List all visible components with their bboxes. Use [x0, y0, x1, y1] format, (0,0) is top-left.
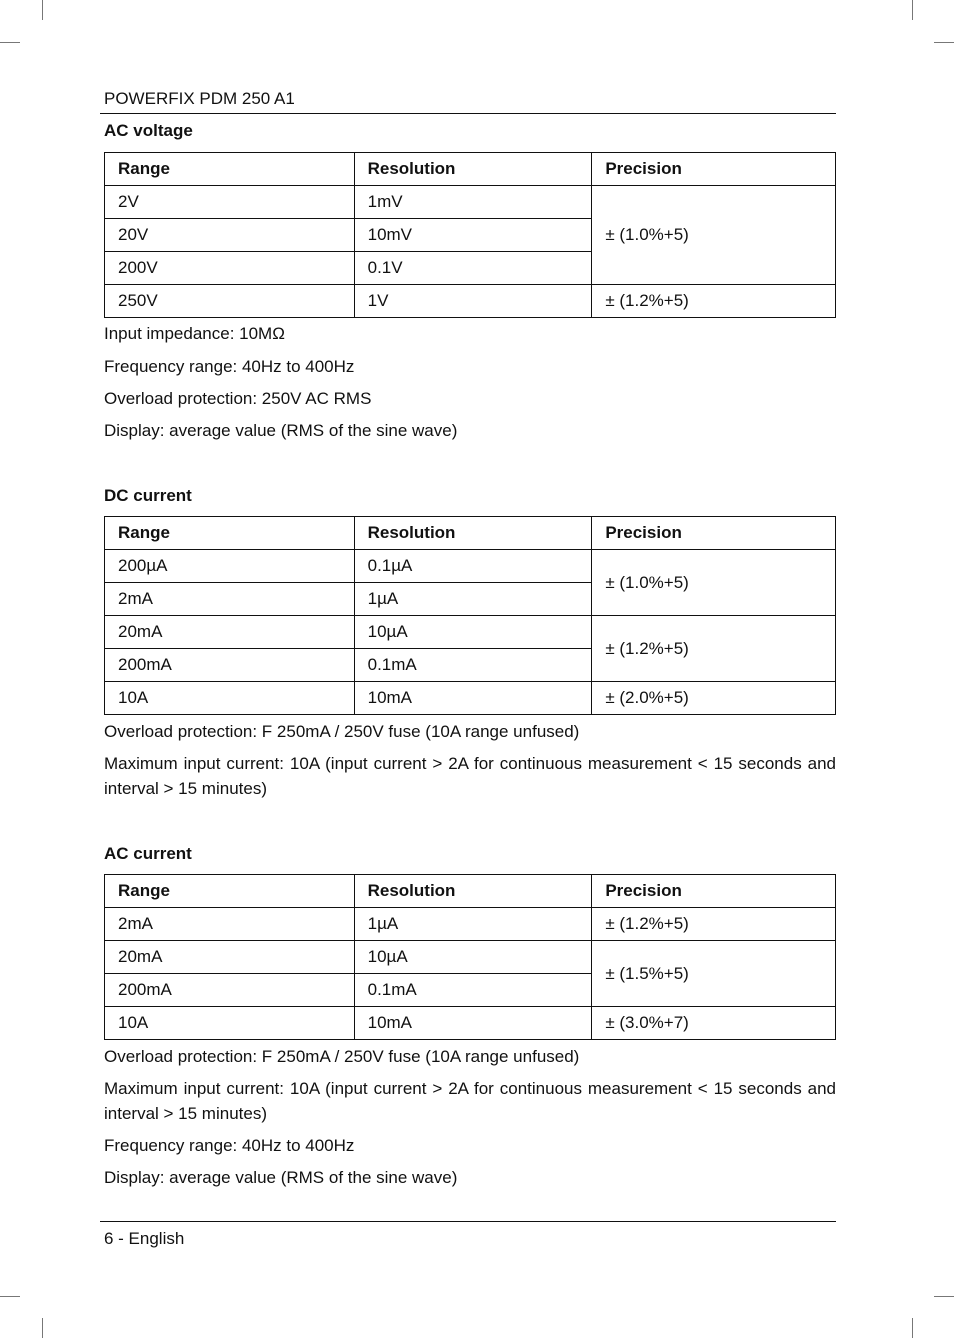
ac-voltage-note: Overload protection: 250V AC RMS [104, 389, 372, 408]
precision-cell: ± (1.2%+5) [592, 285, 836, 318]
table-row [105, 285, 836, 318]
column-header-range: Range [105, 153, 355, 186]
column-header-range: Range [105, 875, 355, 908]
page-header-title: POWERFIX PDM 250 A1 [104, 89, 295, 108]
resolution-cell: 0.1mA [354, 974, 592, 1007]
dc-current-table [104, 516, 836, 715]
precision-cell: ± (1.2%+5) [592, 908, 836, 941]
range-cell: 200µA [105, 550, 355, 583]
ac-voltage-note: Input impedance: 10MΩ [104, 324, 285, 343]
column-header-precision: Precision [592, 153, 836, 186]
precision-cell: ± (1.2%+5) [592, 616, 836, 682]
page-footer: 6 - English [104, 1229, 185, 1248]
crop-mark [934, 42, 954, 43]
resolution-cell: 1mV [354, 186, 592, 219]
ac-voltage-note: Frequency range: 40Hz to 400Hz [104, 357, 355, 376]
range-cell: 10A [105, 1007, 355, 1040]
ac-current-table [104, 874, 836, 1040]
range-cell: 2mA [105, 908, 355, 941]
ac-voltage-note: Display: average value (RMS of the sine wave) [104, 421, 458, 440]
resolution-cell: 0.1mA [354, 649, 592, 682]
footer-rule [100, 1221, 836, 1222]
ac-current-note: Maximum input current: 10A (input current > 2A for continuous measurement < 15 seconds and interval > 15 minutes) [104, 1079, 836, 1123]
precision-cell: ± (1.0%+5) [592, 550, 836, 616]
column-header-resolution: Resolution [354, 517, 592, 550]
column-header-resolution: Resolution [354, 875, 592, 908]
column-header-resolution: Resolution [354, 153, 592, 186]
ac-current-note: Display: average value (RMS of the sine wave) [104, 1168, 458, 1187]
range-cell: 200mA [105, 974, 355, 1007]
section-title-dc-current: DC current [104, 486, 192, 505]
dc-current-note: Maximum input current: 10A (input current > 2A for continuous measurement < 15 seconds and interval > 15 minutes) [104, 754, 836, 798]
table-row [105, 186, 836, 219]
table-row [105, 941, 836, 974]
precision-cell: ± (1.0%+5) [592, 186, 836, 285]
resolution-cell: 10mV [354, 219, 592, 252]
column-header-precision: Precision [592, 517, 836, 550]
precision-cell: ± (2.0%+5) [592, 682, 836, 715]
header-rule [100, 113, 836, 114]
ac-current-note: Overload protection: F 250mA / 250V fuse (10A range unfused) [104, 1047, 580, 1066]
table-header-row [105, 875, 836, 908]
crop-mark [934, 1296, 954, 1297]
range-cell: 20mA [105, 616, 355, 649]
table-row [105, 682, 836, 715]
resolution-cell: 1µA [354, 908, 592, 941]
range-cell: 200V [105, 252, 355, 285]
range-cell: 2mA [105, 583, 355, 616]
table-header-row [105, 153, 836, 186]
resolution-cell: 1V [354, 285, 592, 318]
ac-voltage-table [104, 152, 836, 318]
resolution-cell: 0.1µA [354, 550, 592, 583]
crop-mark [42, 1318, 43, 1338]
dc-current-note: Overload protection: F 250mA / 250V fuse (10A range unfused) [104, 722, 580, 741]
crop-mark [42, 0, 43, 20]
crop-mark [0, 42, 20, 43]
range-cell: 2V [105, 186, 355, 219]
resolution-cell: 10mA [354, 1007, 592, 1040]
crop-mark [0, 1296, 20, 1297]
table-row [105, 1007, 836, 1040]
resolution-cell: 1µA [354, 583, 592, 616]
range-cell: 20V [105, 219, 355, 252]
precision-cell: ± (1.5%+5) [592, 941, 836, 1007]
column-header-range: Range [105, 517, 355, 550]
resolution-cell: 10µA [354, 941, 592, 974]
resolution-cell: 10mA [354, 682, 592, 715]
range-cell: 20mA [105, 941, 355, 974]
resolution-cell: 10µA [354, 616, 592, 649]
precision-cell: ± (3.0%+7) [592, 1007, 836, 1040]
table-row [105, 908, 836, 941]
range-cell: 10A [105, 682, 355, 715]
section-title-ac-current: AC current [104, 844, 192, 863]
table-row [105, 616, 836, 649]
ac-current-note: Frequency range: 40Hz to 400Hz [104, 1136, 355, 1155]
table-row [105, 550, 836, 583]
range-cell: 200mA [105, 649, 355, 682]
table-header-row [105, 517, 836, 550]
range-cell: 250V [105, 285, 355, 318]
section-title-ac-voltage: AC voltage [104, 121, 193, 140]
resolution-cell: 0.1V [354, 252, 592, 285]
column-header-precision: Precision [592, 875, 836, 908]
crop-mark [912, 0, 913, 20]
crop-mark [912, 1318, 913, 1338]
